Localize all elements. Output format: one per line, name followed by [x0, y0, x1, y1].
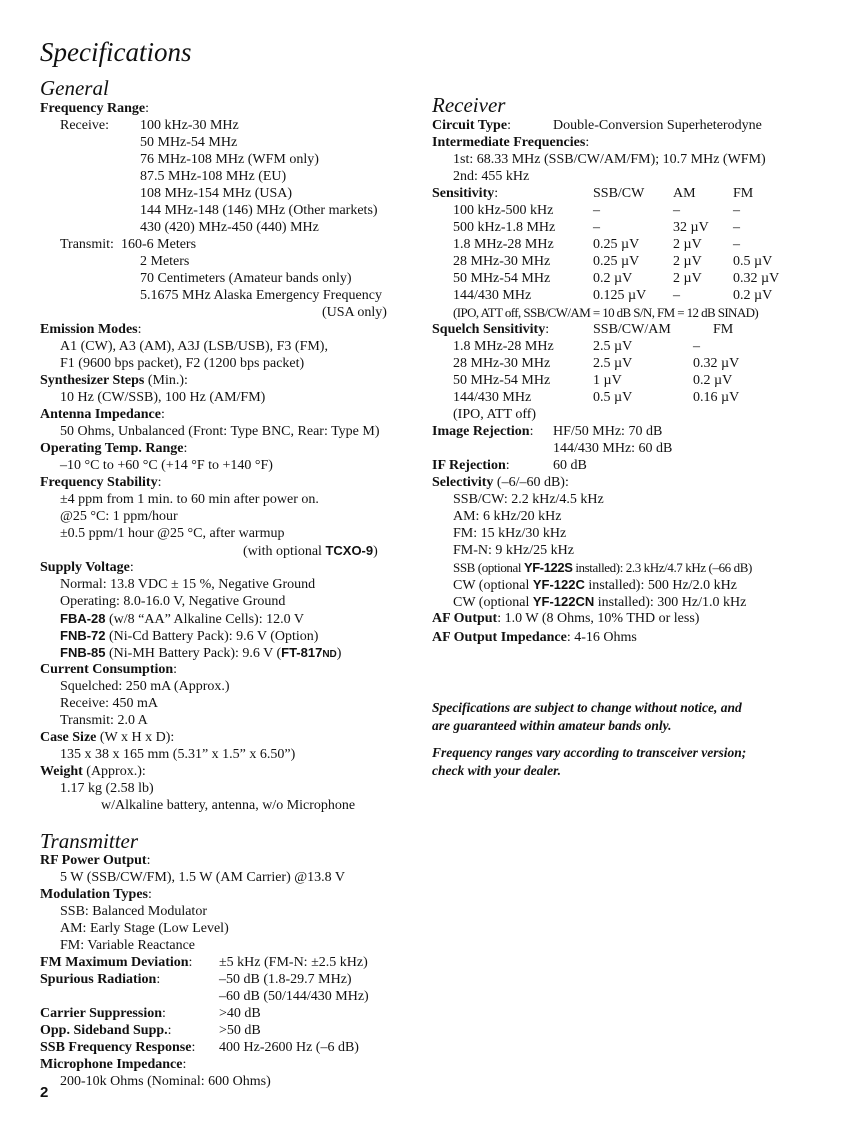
- af-impedance-label: AF Output Impedance: 4-16 Ohms: [432, 630, 637, 645]
- emission-line: F1 (9600 bps packet), F2 (1200 bps packet): [60, 356, 305, 371]
- image-label: Image Rejection:: [432, 424, 534, 439]
- sens-cell: 0.125 µV: [593, 288, 647, 303]
- stability-line: ±0.5 ppm/1 hour @25 °C, after warmup: [60, 526, 285, 541]
- emission-line: A1 (CW), A3 (AM), A3J (LSB/USB), F3 (FM),: [60, 339, 328, 354]
- squelch-cell: 0.2 µV: [693, 373, 733, 388]
- receive-range: 108 MHz-154 MHz (USA): [140, 186, 293, 201]
- sens-cell: 28 MHz-30 MHz: [453, 254, 551, 269]
- squelch-cell: 28 MHz-30 MHz: [453, 356, 551, 371]
- stability-line: ±4 ppm from 1 min. to 60 min after power on.: [60, 492, 319, 507]
- stability-optional: (with optional TCXO-9): [243, 543, 378, 559]
- transmit-range: 160-6 Meters: [121, 237, 197, 252]
- case-value: 135 x 38 x 165 mm (5.31” x 1.5” x 6.50”): [60, 747, 296, 762]
- squelch-cell: 2.5 µV: [593, 356, 633, 371]
- disclaimer-line: are guaranteed within amateur bands only.: [432, 718, 672, 733]
- sens-cell: –: [593, 203, 600, 218]
- sens-cell: –: [733, 203, 740, 218]
- supply-label: Supply Voltage:: [40, 560, 134, 575]
- if-rej-value: 60 dB: [553, 458, 587, 473]
- temp-label: Operating Temp. Range:: [40, 441, 188, 456]
- selectivity-ssb-opt: SSB (optional YF-122S installed): 2.3 kHz/4.7 kHz (–66 dB): [453, 560, 752, 575]
- receive-range: 100 kHz-30 MHz: [140, 118, 239, 133]
- receiver-heading: Receiver: [432, 93, 506, 117]
- squelch-cell: 1.8 MHz-28 MHz: [453, 339, 554, 354]
- general-heading: General: [40, 76, 109, 100]
- squelch-cell: 0.5 µV: [593, 390, 633, 405]
- selectivity-cwn-opt: CW (optional YF-122CN installed): 300 Hz/1.0 kHz: [453, 594, 747, 610]
- receive-range: 144 MHz-148 (146) MHz (Other markets): [140, 203, 378, 218]
- squelch-note: (IPO, ATT off): [453, 407, 537, 422]
- receive-range: 430 (420) MHz-450 (440) MHz: [140, 220, 319, 235]
- fm-dev-label: FM Maximum Deviation:: [40, 955, 193, 970]
- weight-line: w/Alkaline battery, antenna, w/o Microphone: [101, 798, 356, 813]
- sens-cell: 100 kHz-500 kHz: [453, 203, 554, 218]
- sens-cell: 0.2 µV: [733, 288, 773, 303]
- opp-label: Opp. Sideband Supp.:: [40, 1023, 172, 1038]
- rf-power-value: 5 W (SSB/CW/FM), 1.5 W (AM Carrier) @13.8 V: [60, 870, 345, 885]
- sens-cell: –: [673, 203, 680, 218]
- squelch-cell: 2.5 µV: [593, 339, 633, 354]
- selectivity-line: FM: 15 kHz/30 kHz: [453, 526, 567, 541]
- modulation-line: FM: Variable Reactance: [60, 938, 196, 953]
- disclaimer-line: Specifications are subject to change without notice, and: [432, 700, 742, 715]
- antenna-value: 50 Ohms, Unbalanced (Front: Type BNC, Rear: Type M): [60, 424, 380, 439]
- selectivity-line: FM-N: 9 kHz/25 kHz: [453, 543, 574, 558]
- squelch-header: SSB/CW/AM: [593, 322, 671, 337]
- if-rej-label: IF Rejection:: [432, 458, 510, 473]
- carrier-label: Carrier Suppression:: [40, 1006, 166, 1021]
- current-line: Receive: 450 mA: [60, 696, 158, 711]
- transmitter-heading: Transmitter: [40, 829, 139, 853]
- squelch-cell: 50 MHz-54 MHz: [453, 373, 551, 388]
- spurious-label: Spurious Radiation:: [40, 972, 161, 987]
- modulation-line: AM: Early Stage (Low Level): [60, 921, 229, 936]
- ssb-resp-value: 400 Hz-2600 Hz (–6 dB): [219, 1040, 359, 1055]
- squelch-cell: 0.32 µV: [693, 356, 740, 371]
- fm-dev-value: ±5 kHz (FM-N: ±2.5 kHz): [219, 955, 368, 970]
- supply-fba28: FBA-28 (w/8 “AA” Alkaline Cells): 12.0 V: [60, 611, 304, 627]
- sens-cell: 2 µV: [673, 254, 702, 269]
- sens-cell: 0.25 µV: [593, 237, 640, 252]
- supply-fnb72: FNB-72 (Ni-Cd Battery Pack): 9.6 V (Option): [60, 628, 319, 644]
- sens-header: AM: [673, 186, 696, 201]
- supply-fnb85: FNB-85 (Ni-MH Battery Pack): 9.6 V (FT-817ND): [60, 645, 342, 661]
- transmit-range: (USA only): [322, 305, 387, 320]
- receive-label: Receive:: [60, 118, 109, 133]
- selectivity-cw-opt: CW (optional YF-122C installed): 500 Hz/2.0 kHz: [453, 577, 737, 593]
- sens-cell: 500 kHz-1.8 MHz: [453, 220, 556, 235]
- sens-cell: –: [733, 220, 740, 235]
- sensitivity-label: Sensitivity:: [432, 186, 499, 201]
- squelch-header: FM: [713, 322, 734, 337]
- page-number: 2: [40, 1084, 49, 1101]
- squelch-cell: 1 µV: [593, 373, 622, 388]
- mic-label: Microphone Impedance:: [40, 1057, 187, 1072]
- af-output-label: AF Output: 1.0 W (8 Ohms, 10% THD or less): [432, 611, 700, 626]
- disclaimer-line: check with your dealer.: [432, 763, 561, 778]
- sens-header: SSB/CW: [593, 186, 645, 201]
- stability-label: Frequency Stability:: [40, 475, 162, 490]
- circuit-value: Double-Conversion Superheterodyne: [553, 118, 762, 133]
- temp-value: –10 °C to +60 °C (+14 °F to +140 °F): [60, 458, 273, 473]
- circuit-label: Circuit Type:: [432, 118, 511, 133]
- carrier-value: >40 dB: [219, 1006, 261, 1021]
- transmit-range: 70 Centimeters (Amateur bands only): [140, 271, 352, 286]
- spurious-value: –50 dB (1.8-29.7 MHz): [219, 972, 352, 987]
- current-line: Transmit: 2.0 A: [60, 713, 148, 728]
- transmit-label: Transmit:: [60, 237, 114, 252]
- if-freq-line: 1st: 68.33 MHz (SSB/CW/AM/FM); 10.7 MHz (WFM): [453, 152, 766, 167]
- sens-cell: 0.2 µV: [593, 271, 633, 286]
- supply-operating: Operating: 8.0-16.0 V, Negative Ground: [60, 594, 286, 609]
- sens-cell: 50 MHz-54 MHz: [453, 271, 551, 286]
- sens-cell: –: [673, 288, 680, 303]
- image-value: HF/50 MHz: 70 dB: [553, 424, 663, 439]
- sens-note: (IPO, ATT off, SSB/CW/AM = 10 dB S/N, FM = 12 dB SINAD): [453, 305, 759, 320]
- opp-value: >50 dB: [219, 1023, 261, 1038]
- sens-cell: 144/430 MHz: [453, 288, 532, 303]
- modulation-label: Modulation Types:: [40, 887, 152, 902]
- page-title: Specifications: [40, 37, 192, 67]
- disclaimer-line: Frequency ranges vary according to transceiver version;: [432, 745, 747, 760]
- antenna-label: Antenna Impedance:: [40, 407, 165, 422]
- sens-cell: –: [733, 237, 740, 252]
- selectivity-line: AM: 6 kHz/20 kHz: [453, 509, 562, 524]
- sens-cell: –: [593, 220, 600, 235]
- transmit-range: 2 Meters: [140, 254, 190, 269]
- sens-cell: 0.32 µV: [733, 271, 780, 286]
- emission-label: Emission Modes:: [40, 322, 142, 337]
- squelch-cell: –: [693, 339, 700, 354]
- sens-cell: 0.5 µV: [733, 254, 773, 269]
- stability-line: @25 °C: 1 ppm/hour: [60, 509, 178, 524]
- selectivity-label: Selectivity (–6/–60 dB):: [432, 475, 569, 490]
- rf-power-label: RF Power Output:: [40, 853, 151, 868]
- current-label: Current Consumption:: [40, 662, 178, 677]
- transmit-range: 5.1675 MHz Alaska Emergency Frequency: [140, 288, 382, 303]
- selectivity-line: SSB/CW: 2.2 kHz/4.5 kHz: [453, 492, 604, 507]
- sens-cell: 2 µV: [673, 237, 702, 252]
- sens-cell: 0.25 µV: [593, 254, 640, 269]
- modulation-line: SSB: Balanced Modulator: [60, 904, 207, 919]
- weight-line: 1.17 kg (2.58 lb): [60, 781, 154, 796]
- weight-label: Weight (Approx.):: [40, 764, 146, 779]
- sens-cell: 32 µV: [673, 220, 709, 235]
- receive-range: 76 MHz-108 MHz (WFM only): [140, 152, 319, 167]
- freq-range-label: Frequency Range:: [40, 101, 150, 116]
- receive-range: 87.5 MHz-108 MHz (EU): [140, 169, 287, 184]
- sens-cell: 2 µV: [673, 271, 702, 286]
- case-label: Case Size (W x H x D):: [40, 730, 175, 745]
- if-freq-line: 2nd: 455 kHz: [453, 169, 530, 184]
- synth-label: Synthesizer Steps (Min.):: [40, 373, 188, 388]
- synth-value: 10 Hz (CW/SSB), 100 Hz (AM/FM): [60, 390, 266, 405]
- ssb-resp-label: SSB Frequency Response:: [40, 1040, 196, 1055]
- image-value: 144/430 MHz: 60 dB: [553, 441, 673, 456]
- if-freq-label: Intermediate Frequencies:: [432, 135, 590, 150]
- sens-cell: 1.8 MHz-28 MHz: [453, 237, 554, 252]
- receive-range: 50 MHz-54 MHz: [140, 135, 238, 150]
- sens-header: FM: [733, 186, 754, 201]
- squelch-label: Squelch Sensitivity:: [432, 322, 550, 337]
- squelch-cell: 144/430 MHz: [453, 390, 532, 405]
- mic-value: 200-10k Ohms (Nominal: 600 Ohms): [60, 1074, 271, 1089]
- supply-normal: Normal: 13.8 VDC ± 15 %, Negative Ground: [60, 577, 316, 592]
- current-line: Squelched: 250 mA (Approx.): [60, 679, 230, 694]
- spurious-value: –60 dB (50/144/430 MHz): [219, 989, 369, 1004]
- squelch-cell: 0.16 µV: [693, 390, 740, 405]
